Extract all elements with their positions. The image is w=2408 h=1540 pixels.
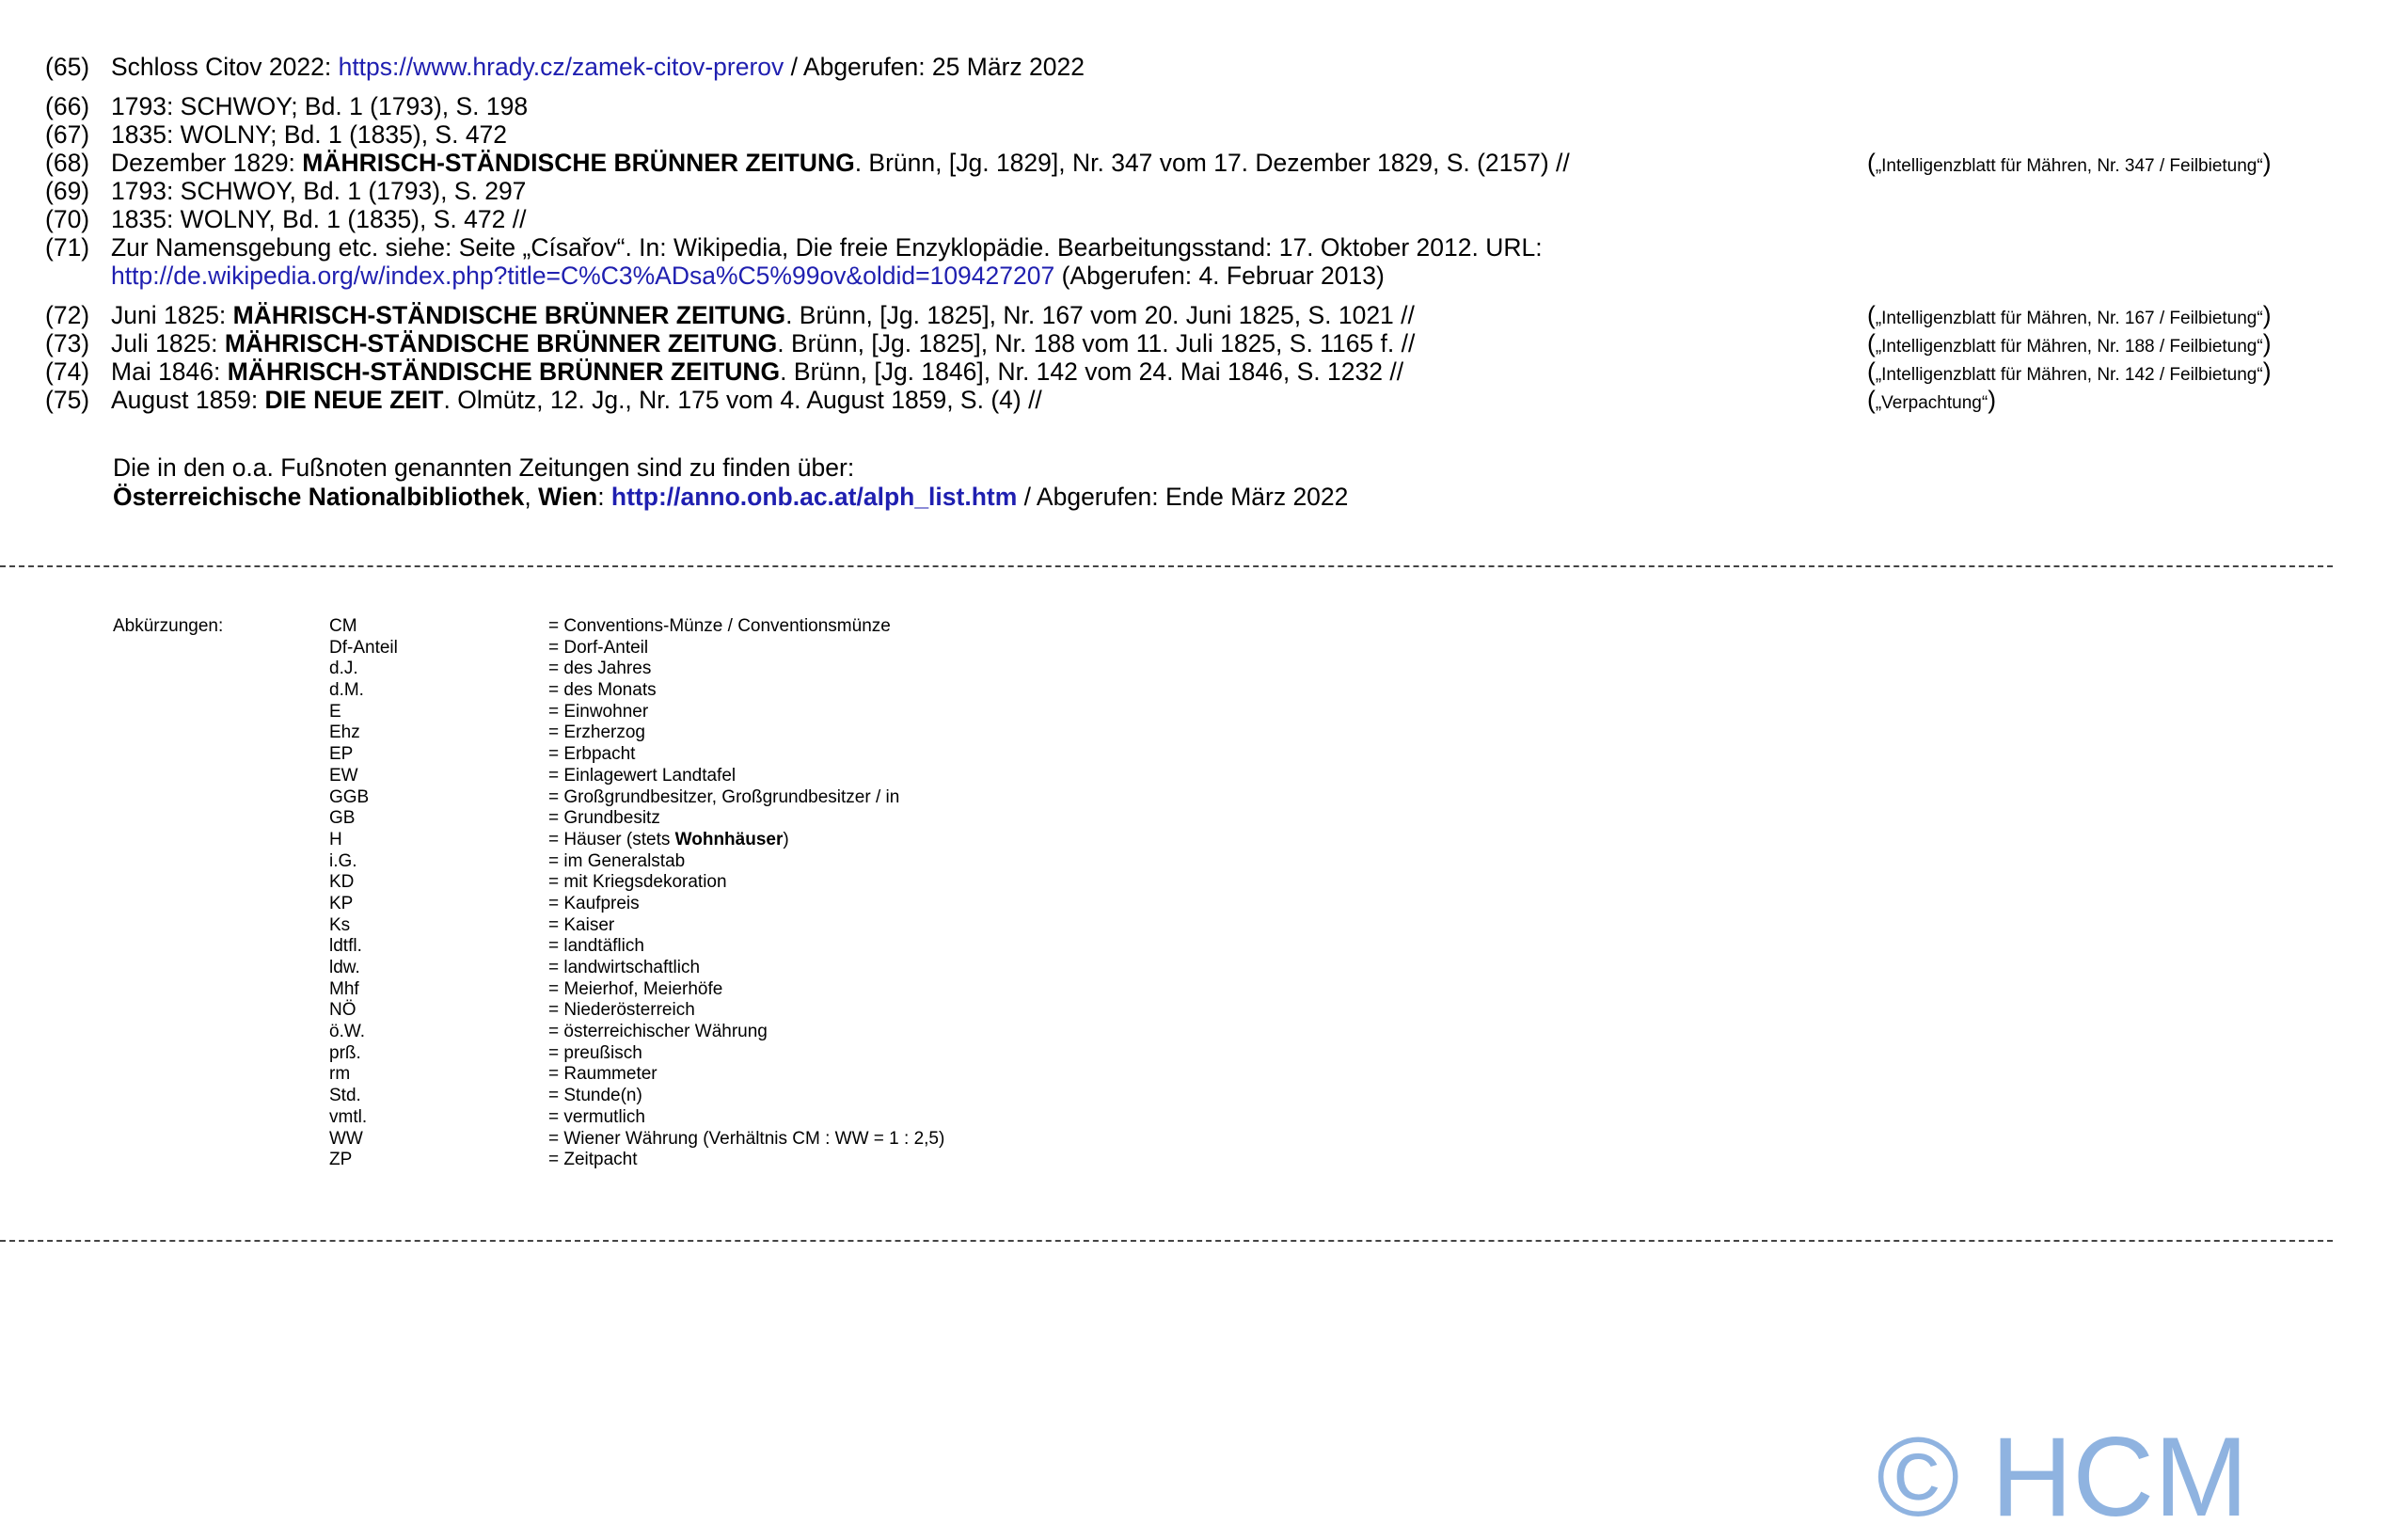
note-text: „Intelligenzblatt für Mähren, Nr. 167 / Feilbietung“ bbox=[1875, 309, 2263, 328]
abbreviation-value: = Großgrundbesitzer, Großgrundbesitzer / in bbox=[548, 786, 900, 807]
footnote-72 bbox=[45, 301, 1415, 329]
footnote-text: 1835: WOLNY; Bd. 1 (1835), S. 472 bbox=[111, 120, 508, 149]
abbreviation-key: ZP bbox=[329, 1150, 353, 1170]
abbreviation-value: = Dorf-Anteil bbox=[548, 637, 649, 658]
abbreviation-key: d.J. bbox=[329, 659, 358, 679]
footnote-number: (65) bbox=[45, 53, 90, 81]
abbreviation-key: EW bbox=[329, 765, 358, 786]
abbreviation-key: ldtfl. bbox=[329, 936, 362, 957]
footnote-number: (70) bbox=[45, 205, 90, 233]
abbreviation-value: = Grundbesitz bbox=[548, 808, 660, 829]
newspaper-title: MÄHRISCH-STÄNDISCHE BRÜNNER ZEITUNG bbox=[227, 357, 781, 386]
footnote-text: Juni 1825: bbox=[111, 301, 233, 329]
note-text: „Intelligenzblatt für Mähren, Nr. 347 / Feilbietung“ bbox=[1875, 156, 2263, 176]
footnote-number: (72) bbox=[45, 301, 90, 329]
footnote-68 bbox=[45, 149, 1570, 177]
footnote-number: (67) bbox=[45, 120, 90, 149]
footnote-text: Schloss Citov 2022: bbox=[111, 53, 339, 81]
abbreviations-label: Abkürzungen: bbox=[113, 616, 224, 636]
footnote-text: . Olmütz, 12. Jg., Nr. 175 vom 4. August 1859, S. (4) // bbox=[443, 386, 1042, 414]
footnote-68-note: („Intelligenzblatt für Mähren, Nr. 347 / Feilbietung“) bbox=[1867, 149, 2272, 177]
abbreviation-key: Std. bbox=[329, 1086, 361, 1106]
abbreviation-key: i.G. bbox=[329, 850, 357, 871]
abbreviation-key: GB bbox=[329, 808, 356, 829]
footnote-text: . Brünn, [Jg. 1829], Nr. 347 vom 17. Dezember 1829, S. (2157) // bbox=[854, 149, 1570, 177]
footnote-text: (Abgerufen: 4. Februar 2013) bbox=[1054, 262, 1385, 290]
footnote-text: Juli 1825: bbox=[111, 329, 225, 357]
abbreviation-value: = Zeitpacht bbox=[548, 1150, 638, 1170]
abbreviation-key: Mhf bbox=[329, 978, 359, 999]
footnote-number: (66) bbox=[45, 92, 90, 120]
abbreviation-value: = Einwohner bbox=[548, 701, 649, 722]
abbreviation-keys bbox=[329, 616, 398, 1171]
wikipedia-link[interactable]: http://de.wikipedia.org/w/index.php?title=C%C3%ADsa%C5%99ov&oldid=109427207 bbox=[111, 262, 1055, 290]
newspaper-title: MÄHRISCH-STÄNDISCHE BRÜNNER ZEITUNG bbox=[232, 301, 786, 329]
newspaper-title: MÄHRISCH-STÄNDISCHE BRÜNNER ZEITUNG bbox=[302, 149, 855, 177]
abbreviation-key: ö.W. bbox=[329, 1022, 366, 1042]
anno-link[interactable]: http://anno.onb.ac.at/alph_list.htm bbox=[610, 483, 1018, 511]
newspaper-title: DIE NEUE ZEIT bbox=[264, 386, 444, 414]
footnote-67 bbox=[45, 120, 507, 149]
footnote-number: (71) bbox=[45, 233, 90, 262]
abbreviation-key: Ks bbox=[329, 914, 351, 935]
footnote-number: (69) bbox=[45, 177, 90, 205]
sources-intro: Die in den o.a. Fußnoten genannten Zeitungen sind zu finden über: bbox=[113, 453, 855, 482]
abbreviation-value: = Erzherzog bbox=[548, 722, 645, 743]
footnote-text: / Abgerufen: 25 März 2022 bbox=[784, 53, 1085, 81]
abbreviation-value: = Conventions-Münze / Conventionsmünze bbox=[548, 616, 891, 636]
abbreviation-key: GGB bbox=[329, 786, 370, 807]
city-name: Wien bbox=[538, 483, 598, 511]
abbreviation-value: = im Generalstab bbox=[548, 850, 686, 871]
footnote-70 bbox=[45, 205, 526, 233]
separator-line bbox=[0, 1240, 2333, 1242]
abbreviation-key: ldw. bbox=[329, 958, 360, 977]
abbreviation-values bbox=[548, 616, 944, 1171]
footnote-74-note: („Intelligenzblatt für Mähren, Nr. 142 / Feilbietung“) bbox=[1867, 357, 2272, 386]
abbreviation-value: = Erbpacht bbox=[548, 744, 636, 765]
abbreviation-value: = preußisch bbox=[548, 1042, 642, 1063]
abbreviation-key: E bbox=[329, 701, 341, 722]
footnote-text: August 1859: bbox=[111, 386, 265, 414]
footnote-74 bbox=[45, 357, 1403, 386]
abbreviation-value: = Meierhof, Meierhöfe bbox=[548, 978, 723, 999]
footnote-text: 1835: WOLNY, Bd. 1 (1835), S. 472 // bbox=[111, 205, 527, 233]
footnote-text: . Brünn, [Jg. 1825], Nr. 188 vom 11. Juli 1825, S. 1165 f. // bbox=[777, 329, 1416, 357]
abbreviation-key: H bbox=[329, 829, 342, 849]
abbreviation-key: KP bbox=[329, 893, 354, 913]
abbreviation-value: = Kaufpreis bbox=[548, 893, 640, 913]
footnote-73-note: („Intelligenzblatt für Mähren, Nr. 188 / Feilbietung“) bbox=[1867, 329, 2272, 357]
footnote-number: (73) bbox=[45, 329, 90, 357]
abbreviation-key: EP bbox=[329, 744, 354, 765]
footnote-71 bbox=[45, 233, 1543, 262]
footnote-text: 1793: SCHWOY; Bd. 1 (1793), S. 198 bbox=[111, 92, 529, 120]
abbreviation-key: WW bbox=[329, 1128, 363, 1149]
abbreviation-key: Ehz bbox=[329, 722, 360, 743]
abbreviation-value: = österreichischer Währung bbox=[548, 1022, 768, 1042]
footnote-text: Mai 1846: bbox=[111, 357, 228, 386]
footnote-number: (74) bbox=[45, 357, 90, 386]
copyright-watermark: © HCM bbox=[1877, 1414, 2249, 1540]
abbreviation-key: Df-Anteil bbox=[329, 637, 398, 658]
abbreviation-key: NÖ bbox=[329, 1000, 356, 1021]
abbreviation-key: rm bbox=[329, 1064, 351, 1085]
abbreviation-value: = landtäflich bbox=[548, 936, 644, 957]
abbreviation-value: = mit Kriegsdekoration bbox=[548, 872, 727, 893]
footnote-69 bbox=[45, 177, 526, 205]
footnote-75-note: („Verpachtung“) bbox=[1867, 386, 1997, 414]
footnote-text: Dezember 1829: bbox=[111, 149, 303, 177]
footnote-73 bbox=[45, 329, 1415, 357]
separator-line bbox=[0, 565, 2333, 567]
note-text: „Intelligenzblatt für Mähren, Nr. 188 / Feilbietung“ bbox=[1875, 337, 2263, 357]
footnote-72-note: („Intelligenzblatt für Mähren, Nr. 167 / Feilbietung“) bbox=[1867, 301, 2272, 329]
hrady-link[interactable]: https://www.hrady.cz/zamek-citov-prerov bbox=[338, 53, 784, 81]
library-name: Österreichische Nationalbibliothek bbox=[113, 483, 525, 511]
abbreviation-value: = Wiener Währung (Verhältnis CM : WW = 1 : 2,5) bbox=[548, 1128, 945, 1149]
note-text: „Verpachtung“ bbox=[1875, 393, 1988, 413]
abbreviation-value: = landwirtschaftlich bbox=[548, 958, 701, 977]
abbreviation-value: = Kaiser bbox=[548, 914, 615, 935]
footnote-71-continuation bbox=[111, 262, 1385, 290]
footnote-number: (75) bbox=[45, 386, 90, 414]
footnote-text: 1793: SCHWOY, Bd. 1 (1793), S. 297 bbox=[111, 177, 527, 205]
abbreviation-key: prß. bbox=[329, 1042, 361, 1063]
abbreviation-value: = des Jahres bbox=[548, 659, 652, 679]
footnote-number: (68) bbox=[45, 149, 90, 177]
footnote-75 bbox=[45, 386, 1042, 414]
footnote-65 bbox=[45, 53, 1085, 81]
abbreviation-key: CM bbox=[329, 616, 357, 636]
note-text: „Intelligenzblatt für Mähren, Nr. 142 / Feilbietung“ bbox=[1875, 365, 2263, 385]
abbreviation-value: = Niederösterreich bbox=[548, 1000, 695, 1021]
abbreviation-value: = vermutlich bbox=[548, 1106, 645, 1127]
footnote-text: . Brünn, [Jg. 1846], Nr. 142 vom 24. Mai 1846, S. 1232 // bbox=[780, 357, 1404, 386]
newspaper-title: MÄHRISCH-STÄNDISCHE BRÜNNER ZEITUNG bbox=[224, 329, 778, 357]
abbreviation-key: vmtl. bbox=[329, 1106, 368, 1127]
abbreviation-key: KD bbox=[329, 872, 355, 893]
abbreviation-value: = des Monats bbox=[548, 680, 657, 701]
abbreviation-value: = Raummeter bbox=[548, 1064, 657, 1085]
sources-line: Österreichische Nationalbibliothek, Wien: http://anno.onb.ac.at/alph_list.htm / Abgerufen: Ende März 2022 bbox=[113, 483, 1349, 511]
footnote-text: . Brünn, [Jg. 1825], Nr. 167 vom 20. Juni 1825, S. 1021 // bbox=[785, 301, 1415, 329]
footnote-66 bbox=[45, 92, 528, 120]
abbreviation-value: = Stunde(n) bbox=[548, 1086, 642, 1106]
abbreviation-key: d.M. bbox=[329, 680, 364, 701]
abbreviation-value: = Einlagewert Landtafel bbox=[548, 765, 737, 786]
abbreviation-value: = Häuser (stets Wohnhäuser) bbox=[548, 829, 789, 849]
footnote-text: Zur Namensgebung etc. siehe: Seite „Císařov“. In: Wikipedia, Die freie Enzyklopädie. Bearbeitungsstand: 17. Oktober 2012. URL: bbox=[111, 233, 1543, 262]
